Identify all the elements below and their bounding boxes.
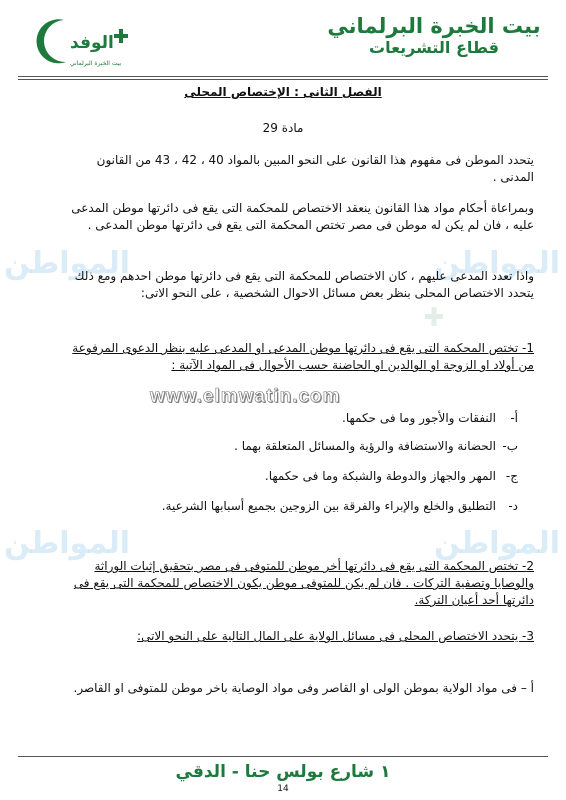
clause-2: 2- تختص المحكمة التى يقع فى دائرتها أخر موطن للمتوفى فى مصر بتحقيق إثبات الوراثة والوصايا وتصفية التركات . فان لم يكن للمتوفى موطن يكون الاختصاص للمحكمة التى يقع فى دائرتها أحد أعيان التركة. (73, 559, 534, 607)
header-divider (18, 76, 548, 77)
list-item (58, 410, 518, 427)
page-number: 14 (277, 784, 289, 794)
logo-caption: بيت الخبرة البرلماني (70, 60, 122, 67)
chapter-title: الفصل الثانى : الإختصاص المحلى (184, 85, 382, 99)
list-item (58, 468, 518, 485)
header-title: بيت الخبرة البرلماني (327, 14, 541, 38)
clause-3: 3- يتحدد الاختصاص المحلى فى مسائل الولاية على المال التالية على النحو الاتى: (137, 629, 534, 643)
list-marker: ب- (502, 439, 518, 453)
list-item (58, 438, 518, 455)
header-subtitle: قطاع التشريعات (369, 38, 499, 57)
logo-text: الوفد (70, 33, 114, 53)
footer-divider (18, 756, 548, 757)
watermark-brand: المواطن (4, 526, 131, 561)
paragraph-jurisdiction: وبمراعاة أحكام مواد هذا القانون ينعقد الاختصاص للمحكمة التى يقع فى دائرتها موطن المدعى عليه ، فان لم يكن له موطن فى مصر تختص المحكمة التى يقع فى دائرتها موطن المدعى . (71, 201, 534, 232)
watermark-site: www.elmwatin.com (150, 386, 341, 407)
watermark-brand: المواطن (4, 246, 131, 281)
list-marker: ج- (505, 469, 518, 483)
paragraph-domicile: يتحدد الموطن فى مفهوم هذا القانون على النحو المبين بالمواد 40 ، 42 ، 43 من القانون المدنى . (96, 153, 534, 184)
list-marker: د- (508, 499, 518, 513)
list-text: المهر والجهاز والدوطة والشبكة وما فى حكمها. (264, 469, 496, 483)
watermark-brand: المواطن (433, 246, 560, 281)
list-marker: أ- (510, 411, 518, 425)
footer-address: ١ شارع بولس حنا - الدقي (175, 762, 391, 782)
watermark-brand: المواطن (433, 526, 560, 561)
article-number: مادة 29 (262, 121, 304, 135)
clause-1: 1- تختص المحكمة التى يقع فى دائرتها موطن المدعى او المدعى عليه بنظر الدعوى المرفوعة من أولاد او الزوجة او الوالدين او الحاضنة حسب الأحوال فى المواد الآتية : (72, 341, 534, 372)
list-item (58, 498, 518, 515)
clause-3-item-a: أ – فى مواد الولاية بموطن الولى او القاصر وفى مواد الوصاية باخر موطن للمتوفى او القاصر. (73, 681, 534, 695)
header-divider-secondary (18, 79, 548, 80)
paragraph-multiple-defendants: واذا تعدد المدعى عليهم ، كان الاختصاص للمحكمة التى يقع فى دائرتها موطن احدهم ومع ذلك يتحدد الاختصاص المحلى بنظر بعض مسائل الاحوال الشخصية ، على النحو الاتى: (74, 269, 534, 300)
header-brand (324, 14, 544, 58)
list-text: التطليق والخلع والإبراء والفرقة بين الزوجين بجميع أسبابها الشرعية. (161, 499, 496, 513)
list-text: النفقات والأجور وما فى حكمها. (342, 411, 496, 425)
list-text: الحضانة والاستضافة والرؤية والمسائل المتعلقة بهما . (234, 439, 496, 453)
